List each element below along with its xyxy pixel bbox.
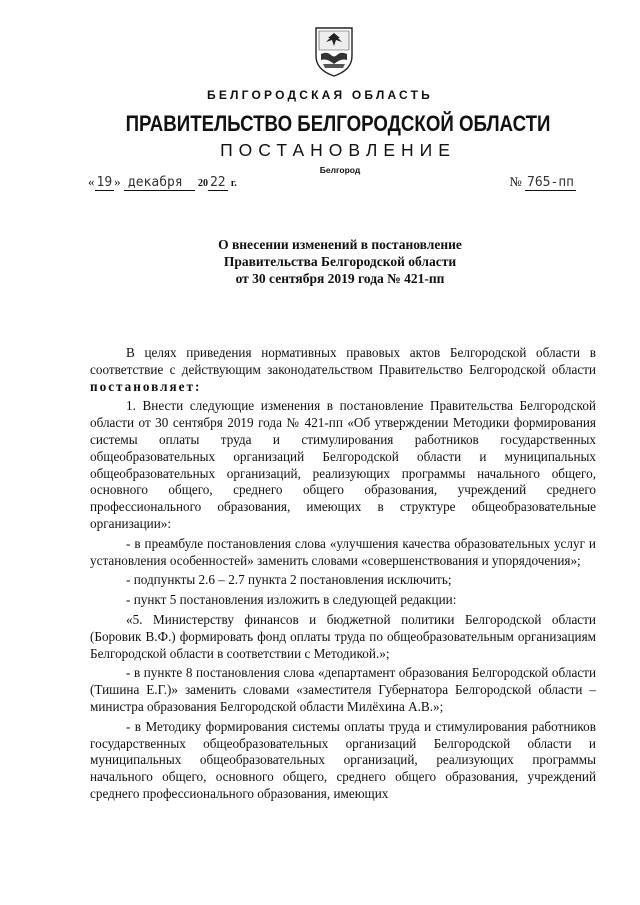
body-paragraph: - в Методику формирования системы оплаты труда и стимулирования работников государственных общеобразовательных организаций Белгородской области и муниципальных общеобразовательных организаций, реализующих программы начального общего, основного общего, среднего общего образования, учреждений среднего профессионального образования, имеющих: [90, 718, 596, 801]
resolve-word: постановляет:: [90, 378, 202, 394]
title-line: Правительства Белгородской области: [223, 254, 457, 269]
number-sign: №: [509, 174, 522, 189]
body-paragraph: - в пункте 8 постановления слова «департамент образования Белгородской области (Тишина Е.Г.)» заменить словами «заместителя Губернатора Белгородской области – министра образования Белгородской области Милёхина А.В.»;: [90, 665, 596, 714]
body-paragraph: - подпункты 2.6 – 2.7 пункта 2 постановления исключить;: [126, 572, 452, 588]
date-quote-close: »: [114, 174, 121, 189]
body-paragraph: - пункт 5 постановления изложить в следующей редакции:: [126, 592, 457, 608]
title-line: от 30 сентября 2019 года № 421-пп: [235, 271, 445, 286]
date-month: декабря: [124, 175, 195, 191]
region-heading: БЕЛГОРОДСКАЯ ОБЛАСТЬ: [207, 88, 433, 102]
date-suffix: г.: [230, 178, 237, 189]
number-value: 765-пп: [527, 175, 574, 190]
document-date: [88, 174, 237, 190]
preamble-text: В целях приведения нормативных правовых актов Белгородской области в соответствие с действующим законодательством Правительство Белгородской области: [90, 345, 596, 377]
body-paragraph: - в преамбуле постановления слова «улучшения качества образовательных услуг и установления особенностей» заменить словами «совершенствования и упорядочения»;: [90, 535, 596, 568]
title-line: О внесении изменений в постановление: [218, 237, 462, 252]
date-year: 22: [209, 175, 226, 190]
document-title: [120, 236, 560, 287]
government-heading: ПРАВИТЕЛЬСТВО БЕЛГОРОДСКОЙ ОБЛАСТИ: [125, 111, 551, 136]
body-paragraph: «5. Министерству финансов и бюджетной политики Белгородской области (Боровик В.Ф.) формировать фонд оплаты труда по общеобразовательным организациям Белгородской области в соответствии с Методикой.»;: [90, 611, 596, 661]
body-paragraph: 1. Внести следующие изменения в постановление Правительства Белгородской области от 30 сентября 2019 года № 421-пп «Об утверждении Методики формирования системы оплаты труда и стимулирования работников государственных общеобразовательных организаций Белгородской области и муниципальных общеобразовательных организаций, реализующих программы начального общего, основного общего, среднего общего образования, учреждений среднего профессионального образования, имеющих в структуре общеобразовательные организации»:: [90, 398, 596, 531]
coat-of-arms-icon: [313, 24, 355, 78]
date-year-prefix: 20: [197, 178, 208, 189]
body-paragraph: [90, 345, 596, 395]
city-label: Белгород: [319, 165, 361, 175]
document-type: ПОСТАНОВЛЕНИЕ: [220, 140, 456, 160]
document-number: [509, 174, 576, 190]
document-body: [90, 345, 596, 806]
date-quote-open: «: [88, 174, 95, 189]
date-day: 19: [96, 175, 113, 190]
